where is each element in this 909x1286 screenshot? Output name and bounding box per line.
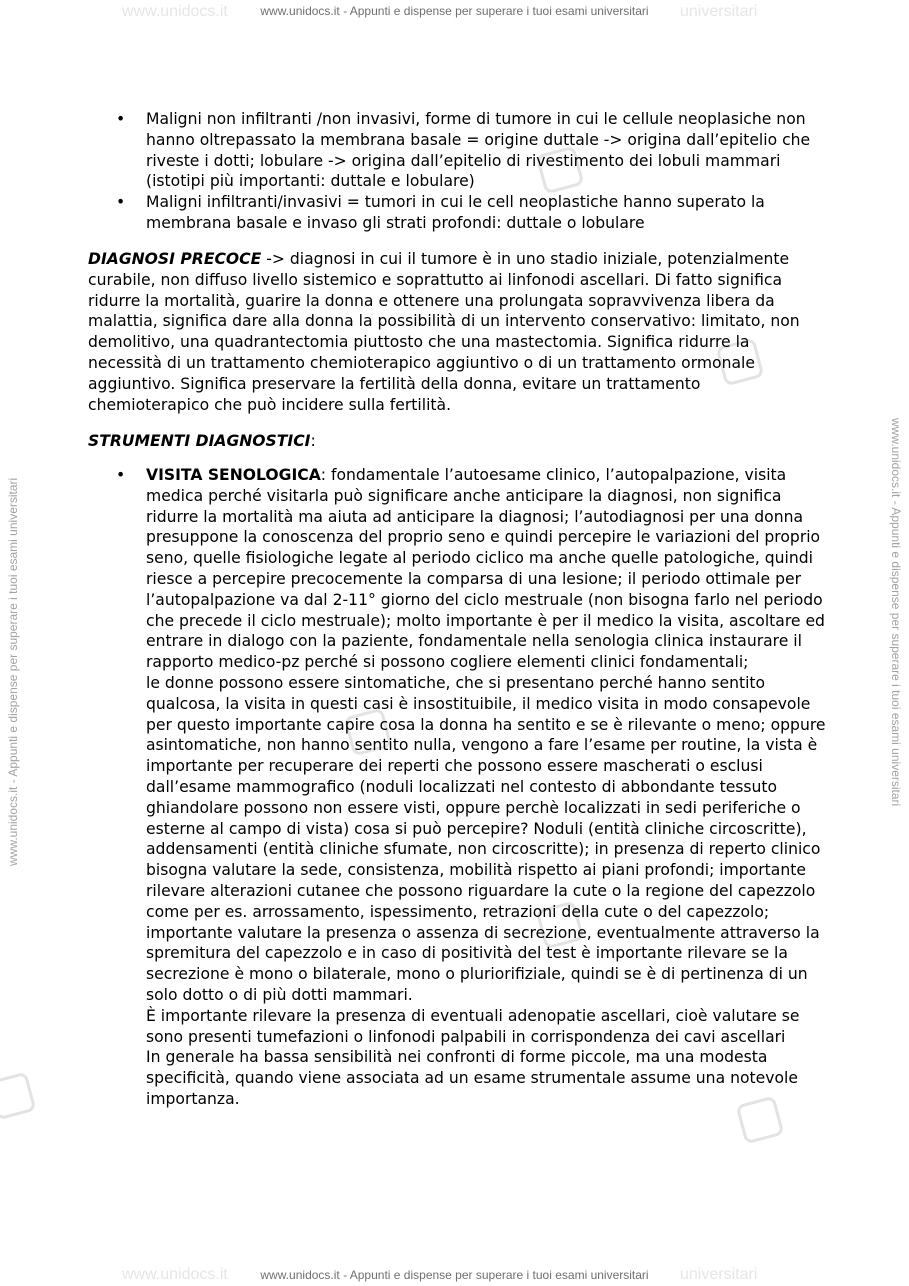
watermark-ghost-bottom-right: universitari [680, 1266, 758, 1283]
section-heading: STRUMENTI DIAGNOSTICI [88, 432, 311, 450]
paragraph-text: : fondamentale l’autoesame clinico, l’autopalpazione, visita medica perché visitarla può significare anche anticipare la diagnosi, non significa ridurre la mortalità ma aiuta ad anticipare la diagnosi; l’autodiagnosi per una donna presuppone la conoscenza del proprio seno e quindi percepire le variazioni del proprio seno, quelle fisiologiche legate al periodo ciclico ma anche quelle patologiche, quindi riesce a percepire precocemente la comparsa di una lesione; il periodo ottimale per l’autopalpazione va dal 2-11° giorno del ciclo mestruale (non bisogna farlo nel periodo che precede il ciclo mestruale); molto importante è per il medico la visita, ascoltare ed entrare in dialogo con la paziente, fondamentale nella senologia clinica instaurare il rapporto medico-pz perché si possono cogliere elementi clinici fondamentali; [146, 466, 825, 672]
section-heading-line [88, 431, 818, 452]
watermark-top: www.unidocs.it - Appunti e dispense per superare i tuoi esami universitari [260, 4, 649, 18]
list-item [116, 109, 826, 192]
watermark-ghost-top-right: universitari [680, 3, 758, 20]
watermark-right: www.unidocs.it - Appunti e dispense per superare i tuoi esami universitari [889, 418, 903, 807]
list-item-text: Maligni infiltranti/invasivi = tumori in cui le cell neoplastiche hanno superato la membrana basale e invaso gli strati profondi: duttale o lobulare [146, 193, 765, 232]
list-item-text: Maligni non infiltranti /non invasivi, forme di tumore in cui le cellule neoplasiche non hanno oltrepassato la membrana basale = origine duttale -> origina dall’epitelio che riveste i dotti; lobulare -> origina dall’epitelio di rivestimento dei lobuli mammari (istotipi più importanti: duttale e lobulare) [146, 110, 811, 191]
paragraph: È importante rilevare la presenza di eventuali adenopatie ascellari, cioè valutare se sono presenti tumefazioni o linfonodi palpabili in corrispondenza dei cavi ascellari [146, 1006, 800, 1046]
section-diagnosi-precoce [88, 249, 818, 415]
watermark-logo-icon [0, 1072, 36, 1121]
intro-bullet-list [116, 109, 826, 234]
watermark-ghost-bottom-left: www.unidocs.it [122, 1266, 228, 1283]
paragraph: In generale ha bassa sensibilità nei confronti di forme piccole, ma una modesta specificità, quando viene associata ad un esame strumentale assume una notevole importanza. [146, 1048, 798, 1108]
watermark-left: www.unidocs.it - Appunti e dispense per superare i tuoi esami universitari [6, 477, 20, 866]
bullet-icon: • [116, 110, 126, 128]
paragraph: le donne possono essere sintomatiche, che si presentano perché hanno sentito qualcosa, la visita in questi casi è insostituibile, il medico visita in modo consapevole per questo importante capire cosa la donna ha sentito e se è rilevante o meno; oppure asintomatiche, non hanno sentito nulla, vengono a fare l’esame per routine, la vista è importante per recuperare dei reperti che possono essere mascherati o esclusi dall’esame mammografico (noduli localizzati nel contesto di abbondante tessuto ghiandolare possono non essere visti, oppure perchè localizzati in sedi periferiche o esterne al campo di vista) cosa si può percepire? Noduli (entità cliniche circoscritte), addensamenti (entità cliniche sfumate, non circoscritte); in presenza di reperto clinico bisogna valutare la sede, consistenza, mobilità rispetto ai piani profondi; importante rilevare alterazioni cutanee che possono riguardare la cute o la regione del capezzolo come per es. arrossamento, ispessimento, retrazioni della cute o del capezzolo; importante valutare la presenza o assenza di secrezione, eventualmente attraverso la spremitura del capezzolo e in caso di positività del test è importante rilevare se la secrezione è mono o bilaterale, mono o pluriorifiziale, quindi se è di pertinenza di un solo dotto o di più dotti mammari. [146, 673, 826, 1004]
watermark-ghost-top-left: www.unidocs.it [122, 3, 228, 20]
list-item [116, 465, 826, 1110]
visita-senologica-label: VISITA SENOLOGICA [146, 466, 321, 484]
strumenti-bullet-list [116, 465, 826, 1110]
list-item [116, 192, 826, 234]
watermark-bottom: www.unidocs.it - Appunti e dispense per superare i tuoi esami universitari [260, 1268, 649, 1282]
paragraph [88, 249, 818, 415]
section-strumenti-diagnostici [88, 431, 818, 452]
bullet-icon: • [116, 193, 126, 212]
section-heading: DIAGNOSI PRECOCE [88, 250, 262, 268]
paragraph-text: -> diagnosi in cui il tumore è in uno stadio iniziale, potenzialmente curabile, non diffuso livello sistemico e soprattutto ai linfonodi ascellari. Di fatto significa ridurre la mortalità, guarire la donna e ottenere una prolungata sopravvivenza libera da malattia, significa dare alla donna la possibilità di un intervento conservativo: limitato, non demolitivo, una quadrantectomia piuttosto che una mastectomia. Significa ridurre la necessità di un trattamento chemioterapico aggiuntivo o di un trattamento ormonale aggiuntivo. Significa preservare la fertilità della donna, evitare un trattamento chemioterapico che può incidere sulla fertilità. [88, 250, 800, 414]
paragraph [146, 465, 826, 673]
heading-colon: : [310, 432, 316, 450]
bullet-icon: • [116, 466, 126, 484]
